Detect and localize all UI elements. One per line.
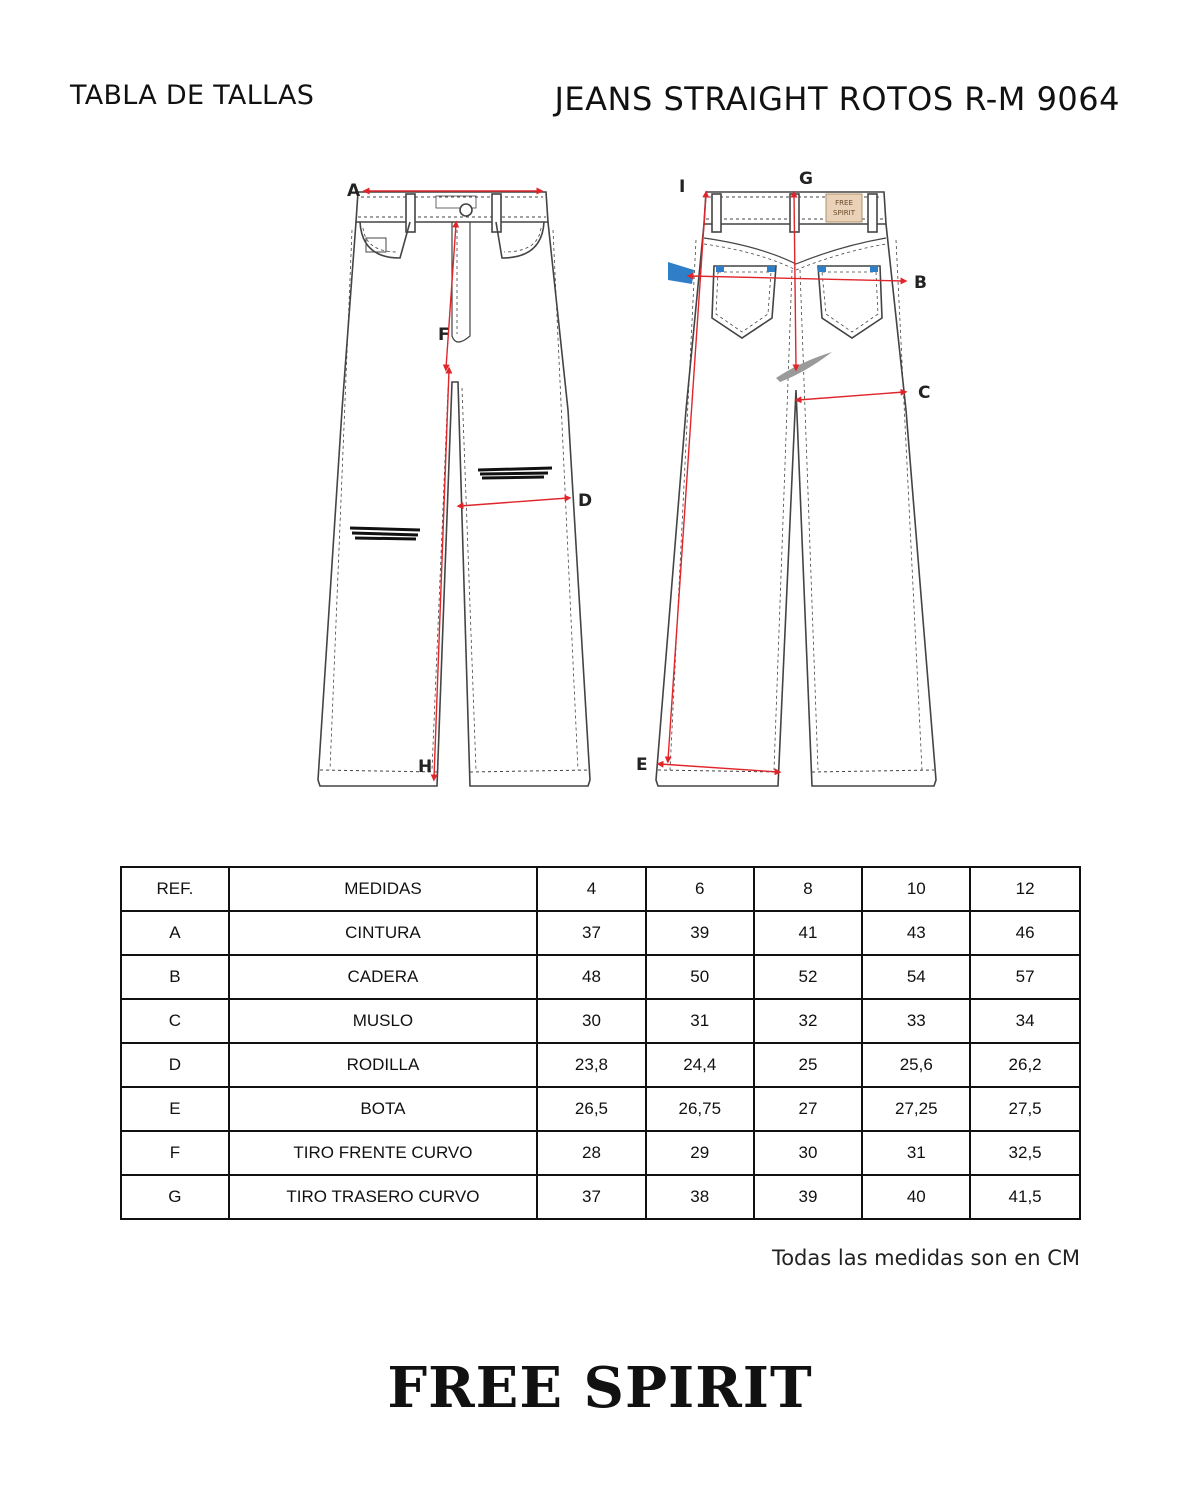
table-cell: 37	[537, 911, 646, 955]
table-cell: 27	[754, 1087, 863, 1131]
table-row	[121, 999, 1080, 1043]
table-cell: 30	[537, 999, 646, 1043]
header-cell: MEDIDAS	[229, 867, 537, 911]
patch-text-line-1: FREE	[835, 199, 853, 207]
table-cell: MUSLO	[229, 999, 537, 1043]
table-cell: C	[121, 999, 229, 1043]
table-cell: 23,8	[537, 1043, 646, 1087]
table-cell: 26,2	[970, 1043, 1080, 1087]
header-cell: 4	[537, 867, 646, 911]
units-note: Todas las medidas son en CM	[771, 1246, 1080, 1270]
table-cell: 32	[754, 999, 863, 1043]
rip-marks	[350, 468, 552, 539]
label-b: B	[914, 273, 927, 293]
header-cell: REF.	[121, 867, 229, 911]
table-cell: 33	[862, 999, 970, 1043]
table-cell: CADERA	[229, 955, 537, 999]
table-cell: CINTURA	[229, 911, 537, 955]
header-cell: 10	[862, 867, 970, 911]
page-title: TABLA DE TALLAS	[70, 80, 315, 111]
table-cell: 40	[862, 1175, 970, 1219]
table-cell: 41,5	[970, 1175, 1080, 1219]
label-g: G	[799, 169, 813, 189]
table-cell: 26,75	[646, 1087, 754, 1131]
table-cell: 48	[537, 955, 646, 999]
label-e: E	[636, 755, 648, 775]
table-cell: A	[121, 911, 229, 955]
table-cell: 52	[754, 955, 863, 999]
table-cell: 43	[862, 911, 970, 955]
table-cell: TIRO FRENTE CURVO	[229, 1131, 537, 1175]
table-cell: 25,6	[862, 1043, 970, 1087]
front-view	[318, 192, 593, 786]
label-c: C	[918, 383, 931, 403]
table-cell: 27,5	[970, 1087, 1080, 1131]
table-cell: 27,25	[862, 1087, 970, 1131]
table-cell: 31	[646, 999, 754, 1043]
label-i: I	[679, 177, 686, 197]
table-cell: F	[121, 1131, 229, 1175]
table-cell: 34	[970, 999, 1080, 1043]
label-h: H	[418, 757, 433, 777]
label-f: F	[438, 325, 450, 345]
table-row	[121, 911, 1080, 955]
table-cell: 32,5	[970, 1131, 1080, 1175]
table-cell: G	[121, 1175, 229, 1219]
table-cell: 46	[970, 911, 1080, 955]
table-cell: 50	[646, 955, 754, 999]
header-cell: 12	[970, 867, 1080, 911]
table-cell: 25	[754, 1043, 863, 1087]
size-chart-table	[120, 866, 1081, 1220]
table-cell: 24,4	[646, 1043, 754, 1087]
table-cell: 41	[754, 911, 863, 955]
table-cell: 30	[754, 1131, 863, 1175]
table-row	[121, 1131, 1080, 1175]
table-cell: TIRO TRASERO CURVO	[229, 1175, 537, 1219]
table-cell: 38	[646, 1175, 754, 1219]
table-cell: 37	[537, 1175, 646, 1219]
table-cell: B	[121, 955, 229, 999]
table-cell: 57	[970, 955, 1080, 999]
table-row	[121, 955, 1080, 999]
table-row	[121, 1087, 1080, 1131]
brand-logo: FREE SPIRIT	[387, 1355, 813, 1421]
jeans-diagram	[0, 150, 1200, 830]
table-cell: 28	[537, 1131, 646, 1175]
table-cell: 31	[862, 1131, 970, 1175]
patch-text-line-2: SPIRIT	[833, 209, 855, 217]
table-row	[121, 1043, 1080, 1087]
table-header-row	[121, 867, 1080, 911]
table-cell: 26,5	[537, 1087, 646, 1131]
label-d: D	[578, 491, 593, 511]
table-cell: 54	[862, 955, 970, 999]
table-cell: E	[121, 1087, 229, 1131]
header-cell: 6	[646, 867, 754, 911]
table-cell: 29	[646, 1131, 754, 1175]
label-a: A	[347, 181, 361, 201]
table-cell: D	[121, 1043, 229, 1087]
product-title: JEANS STRAIGHT ROTOS R-M 9064	[554, 80, 1120, 118]
table-cell: 39	[646, 911, 754, 955]
table-cell: RODILLA	[229, 1043, 537, 1087]
table-row	[121, 1175, 1080, 1219]
table-cell: 39	[754, 1175, 863, 1219]
header-cell: 8	[754, 867, 863, 911]
table-cell: BOTA	[229, 1087, 537, 1131]
